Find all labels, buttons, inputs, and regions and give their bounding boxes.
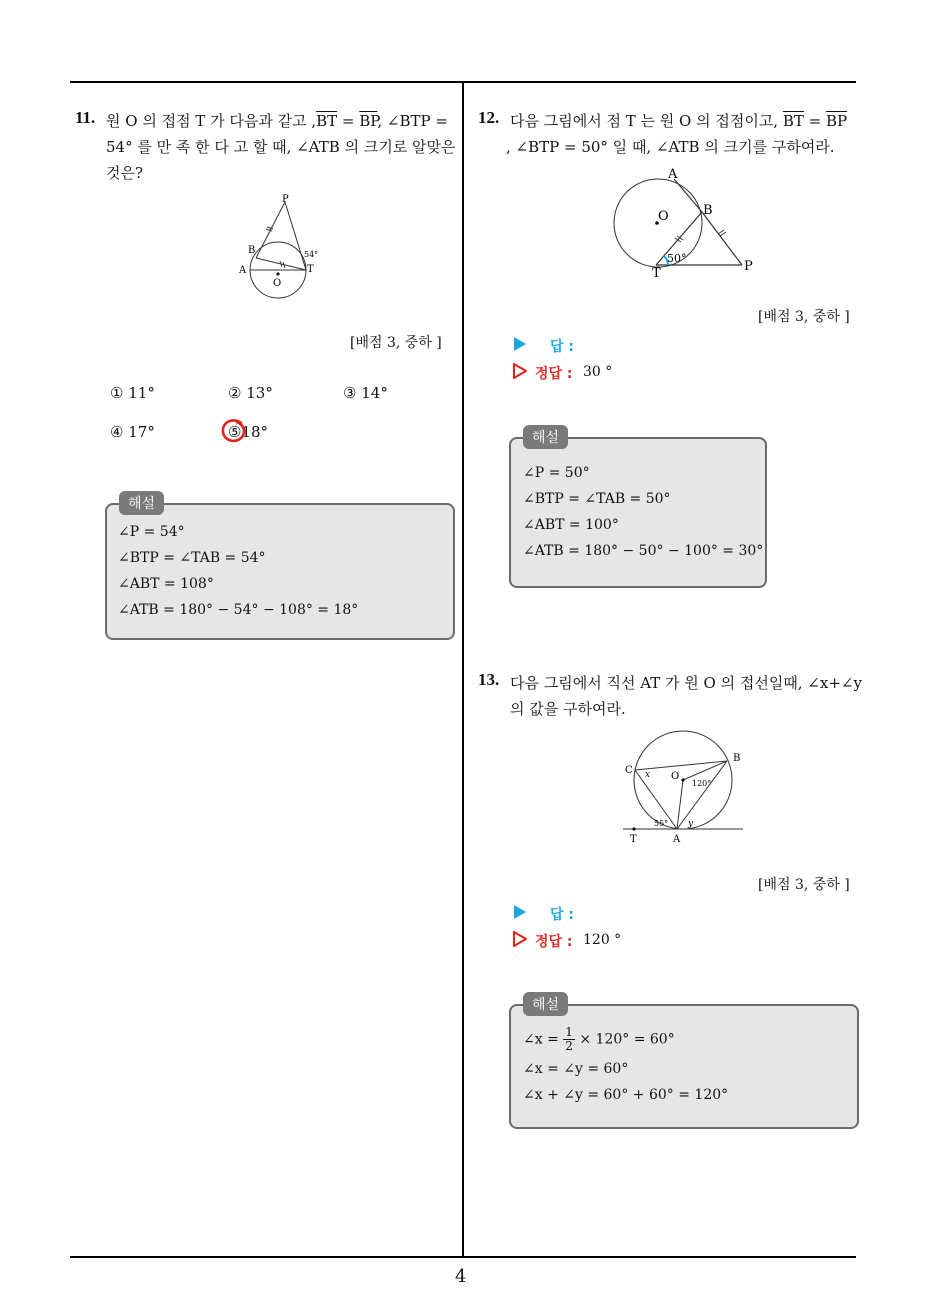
label-P: P (282, 194, 289, 205)
selected-answer-circle-icon (219, 416, 249, 446)
q13-figure (620, 728, 750, 848)
label-B: B (248, 245, 256, 256)
q12-solution-line: ∠ATB = 180° − 50° − 100° = 30° (523, 543, 764, 559)
q12-solution-line: ∠BTP = ∠TAB = 50° (523, 491, 671, 507)
q11-solution-line: ∠P = 54° (118, 524, 185, 540)
label-C: C (625, 765, 633, 776)
q12-solution-tab: 해설 (523, 425, 568, 449)
label-120: 120° (692, 779, 712, 788)
q12-solution-line: ∠P = 50° (523, 465, 590, 481)
q13-source: [배점 3, 중하 ] (758, 877, 850, 893)
choice-1[interactable]: ① 11° (110, 384, 155, 402)
label-54: 54° (304, 250, 319, 259)
label-B: B (703, 203, 713, 218)
label-A: A (673, 834, 681, 845)
label-A: A (668, 167, 678, 182)
answer-label: 답 : (550, 339, 574, 355)
label-T: T (307, 264, 314, 275)
label-P: P (744, 259, 753, 274)
q12-solution-box (509, 437, 767, 588)
answer-label: 답 : (550, 907, 574, 923)
q11-solution-line: ∠ATB = 180° − 54° − 108° = 18° (118, 602, 359, 618)
choice-5[interactable]: ⑤18° (228, 423, 269, 441)
label-O: O (273, 278, 282, 289)
question-text-line-1: 다음 그림에서 점 T 는 원 O 의 접점이고, $\overline{BT} = \overline{BP}$ (510, 112, 848, 130)
choice-2[interactable]: ② 13° (228, 384, 273, 402)
label-O: O (671, 771, 680, 782)
correct-arrow-icon (513, 363, 525, 377)
q13-solution-line-2: ∠x = ∠y = 60° (523, 1061, 629, 1077)
label-T: T (652, 266, 661, 280)
choice-4[interactable]: ④ 17° (110, 423, 155, 441)
correct-arrow-icon (513, 931, 525, 945)
question-text-line-2: , ∠BTP = 50° 일 때, ∠ATB 의 크기를 구하여라. (506, 138, 835, 156)
q12-figure (608, 165, 758, 280)
label-55: 55° (654, 819, 669, 828)
answer-arrow-icon (514, 905, 526, 919)
label-x: x (645, 770, 651, 780)
correct-label: 정답 : (535, 366, 573, 382)
question-text-line-2: 의 값을 구하여라. (510, 700, 626, 718)
question-number: 11. (75, 108, 96, 127)
question-text-line-1: 다음 그림에서 직선 AT 가 원 O 의 접선일때, ∠x+∠y (510, 674, 862, 692)
q11-solution-line: ∠BTP = ∠TAB = 54° (118, 550, 266, 566)
q13-solution-tab: 해설 (523, 992, 568, 1016)
correct-label: 정답 : (535, 934, 573, 950)
label-A: A (239, 265, 247, 276)
fraction: $\frac{1}{2}$ (565, 1025, 573, 1053)
answer-arrow-icon (514, 337, 526, 351)
correct-value: 30 ° (583, 364, 613, 380)
q11-solution-line: ∠ABT = 108° (118, 576, 214, 592)
question-number: 12. (478, 108, 500, 127)
label-T: T (630, 834, 637, 845)
label-50: 50° (667, 252, 687, 265)
q11-solution-tab: 해설 (119, 491, 164, 515)
q13-solution-line-1: ∠x = $\frac{1}{2}$ × 120° = 60° (523, 1025, 675, 1053)
question-text-line-2: 54° 를 만 족 한 다 고 할 때, ∠ATB 의 크기로 알맞은 (106, 138, 456, 156)
q11-figure (230, 190, 330, 310)
bottom-rule (70, 1256, 856, 1258)
q11-source: [배점 3, 중하 ] (350, 335, 442, 351)
question-text-line-1: 원 O 의 접점 T 가 다음과 같고 $,\overline{BT} = \overline{BP}$, ∠BTP = (106, 112, 448, 130)
page-number: 4 (455, 1266, 467, 1287)
question-number: 13. (478, 670, 500, 689)
correct-value: 120 ° (583, 932, 622, 948)
label-O: O (658, 209, 669, 224)
question-text-line-3: 것은? (106, 164, 144, 182)
q13-solution-line-3: ∠x + ∠y = 60° + 60° = 120° (523, 1087, 729, 1103)
label-y: y (688, 819, 694, 829)
column-divider (462, 82, 464, 1257)
choice-3[interactable]: ③ 14° (343, 384, 388, 402)
label-B: B (733, 753, 741, 764)
q12-source: [배점 3, 중하 ] (758, 309, 850, 325)
q12-solution-line: ∠ABT = 100° (523, 517, 619, 533)
